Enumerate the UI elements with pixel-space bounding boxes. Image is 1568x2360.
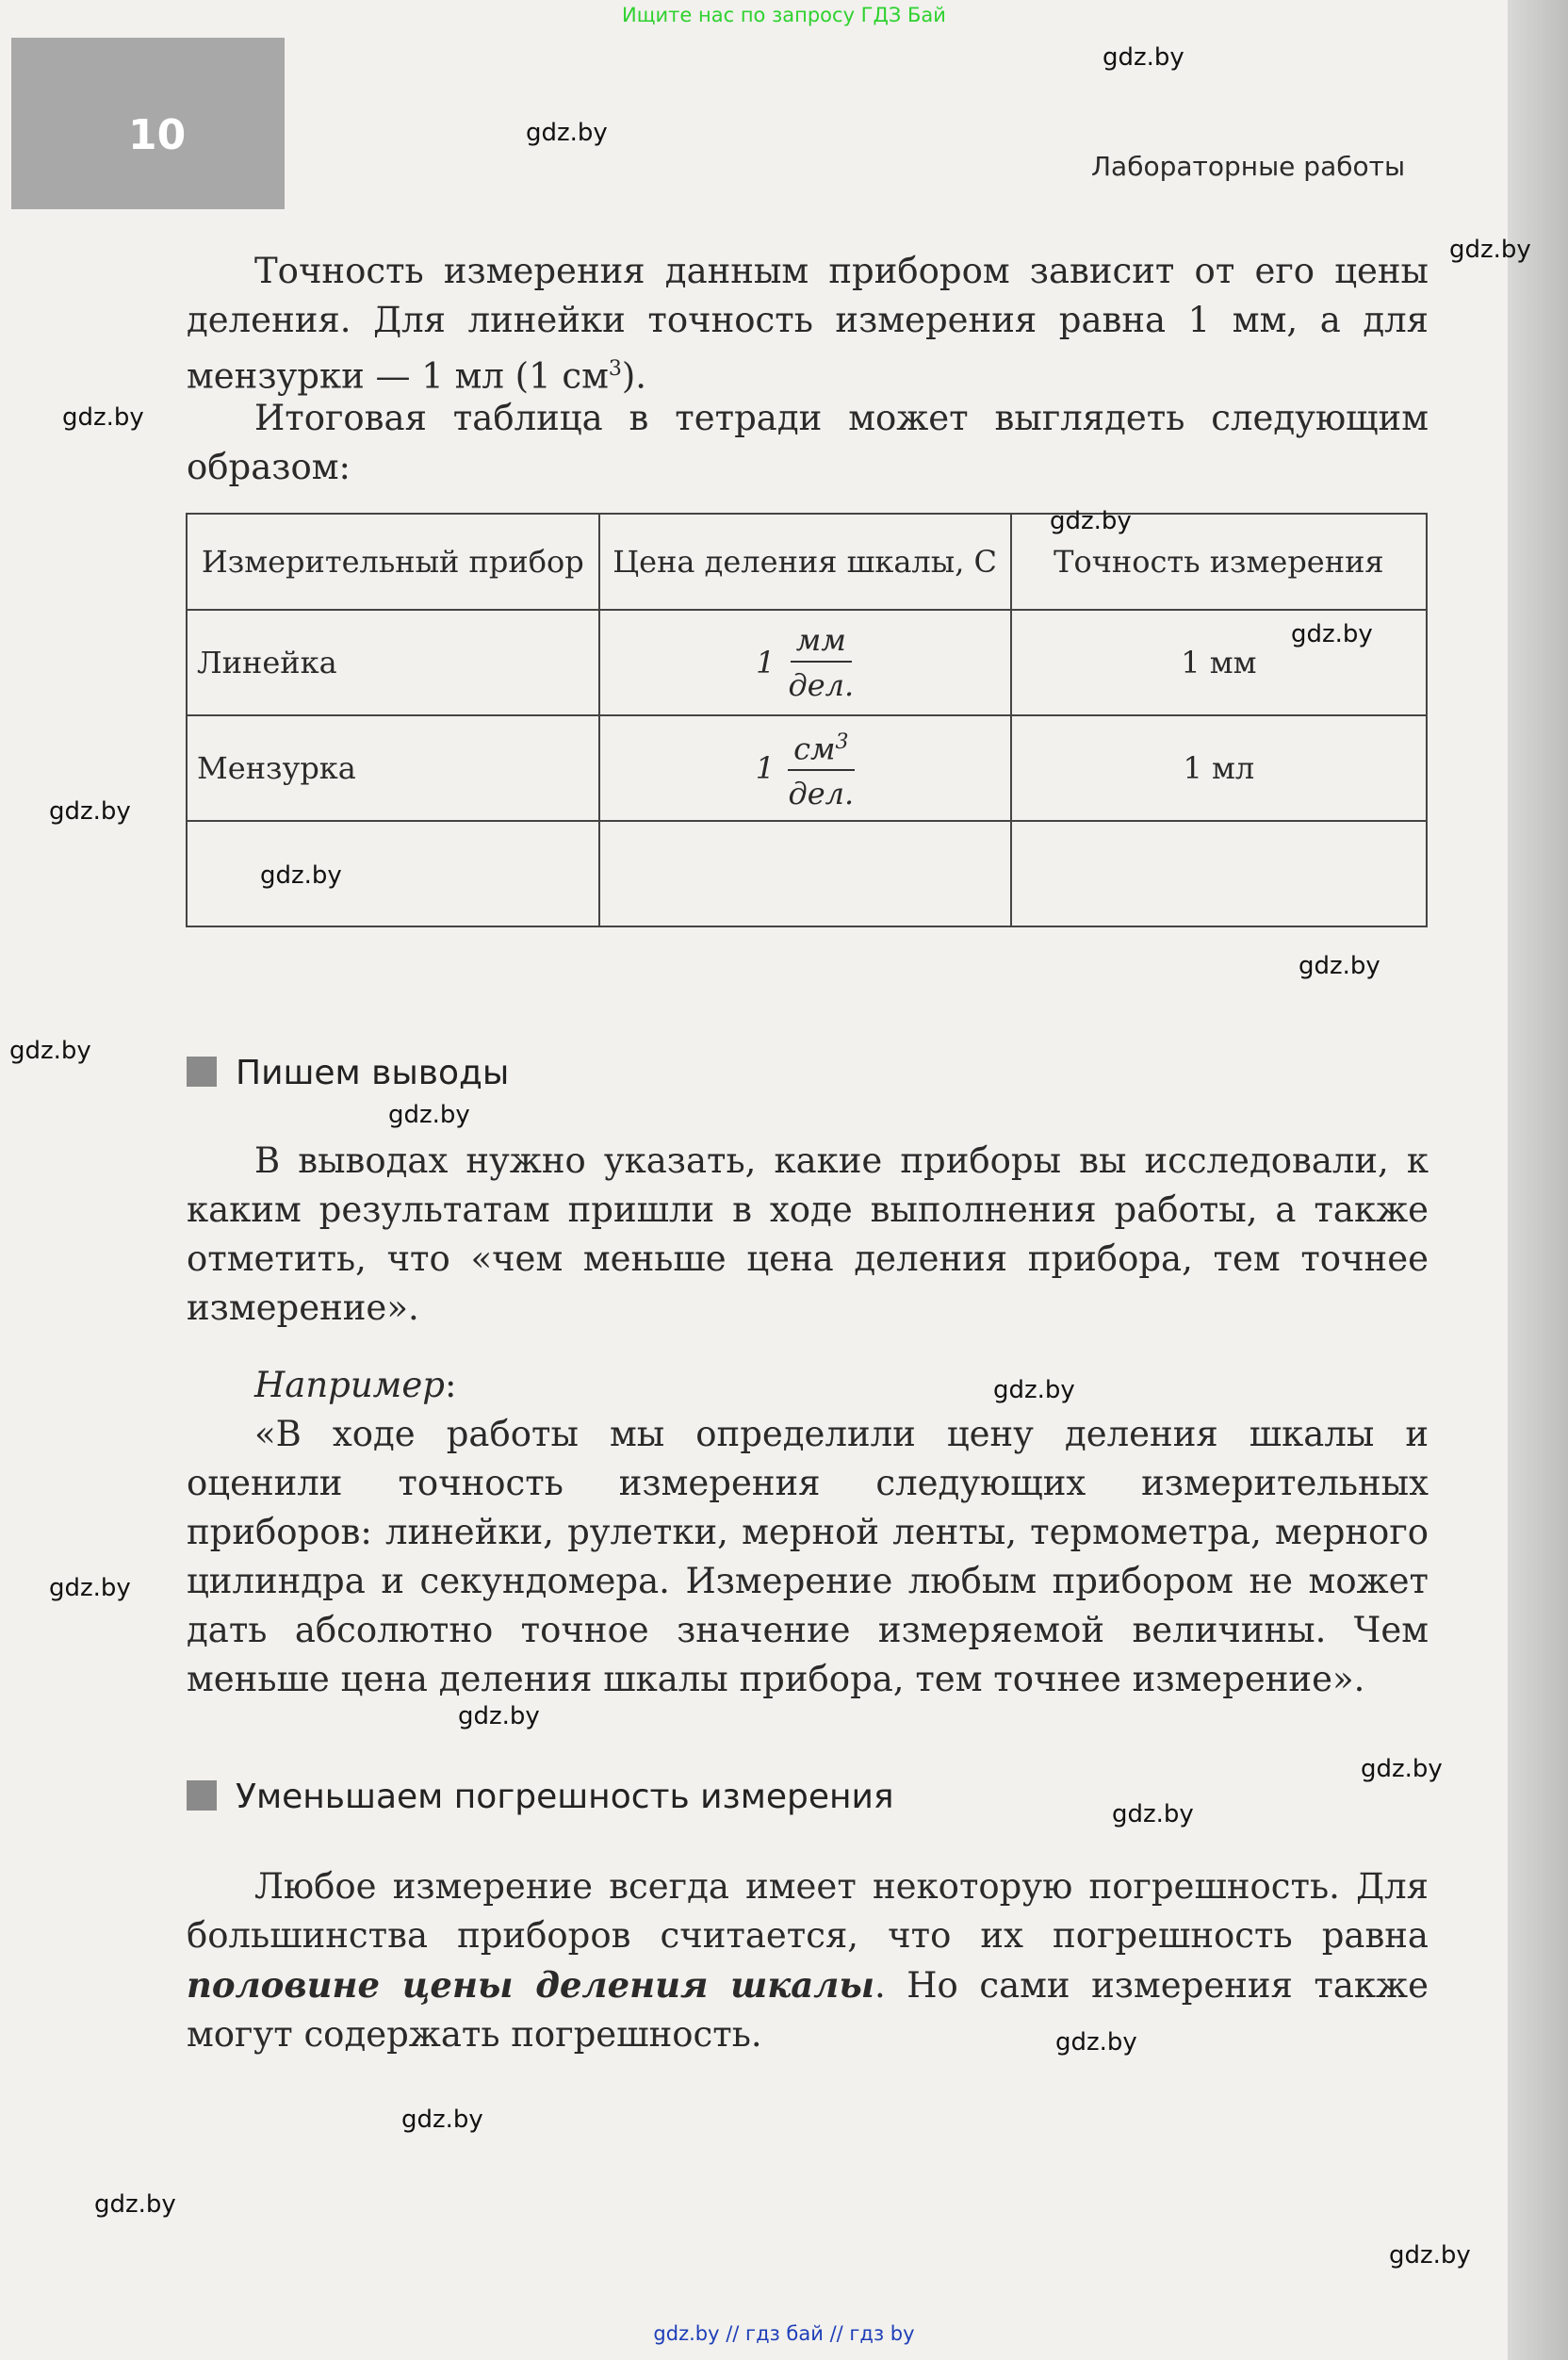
- page-number: 10: [128, 111, 187, 159]
- watermark: gdz.by: [1298, 952, 1380, 980]
- section-bullet-icon: [187, 1780, 217, 1811]
- watermark: gdz.by: [94, 2190, 176, 2219]
- results-table: [186, 513, 1428, 927]
- division-fraction: 1 $\frac{мм}{\text{дел.}}$: [756, 622, 855, 703]
- division-fraction: 1 $\frac{см^3}{\text{дел.}}$: [756, 724, 855, 813]
- watermark: gdz.by: [458, 1702, 540, 1730]
- watermark: gdz.by: [1361, 1755, 1443, 1783]
- watermark: gdz.by: [62, 403, 144, 432]
- top-search-link[interactable]: Ищите нас по запросу ГДЗ Бай: [622, 4, 946, 26]
- watermark: gdz.by: [9, 1037, 91, 1065]
- running-head: Лабораторные работы: [1091, 151, 1406, 182]
- header-division: Цена деления шкалы, C: [599, 514, 1011, 610]
- watermark: gdz.by: [1055, 2028, 1137, 2057]
- watermark: gdz.by: [401, 2106, 483, 2134]
- conclusions-paragraph: В выводах нужно указать, какие приборы вы исследовали, к каким результатам пришли в ходе выполнения работы, а также отметить, что «чем меньше цена деления прибора, тем точнее измерение».: [187, 1140, 1429, 1328]
- device-cell: Линейка: [187, 610, 599, 715]
- section-heading-error: Уменьшаем погрешность измерения: [187, 1778, 894, 1816]
- watermark: gdz.by: [526, 119, 608, 147]
- header-accuracy: Точность измерения: [1011, 514, 1427, 610]
- accuracy-cell: 1 мм: [1011, 610, 1427, 715]
- accuracy-paragraph: Точность измерения данным прибором зависит от его цены деления. Для линейки точность измерения равна 1 мм, а для мензурки — 1 мл (1 $см^3$).: [187, 251, 1429, 397]
- page-edge-shadow: [1508, 0, 1568, 2360]
- table-row-empty: [187, 821, 1427, 926]
- division-cell: [599, 715, 1011, 821]
- bottom-site-link[interactable]: gdz.by // гдз бай // гдз by: [653, 2322, 915, 2345]
- header-device: Измерительный прибор: [187, 514, 599, 610]
- section-heading-conclusions: Пишем выводы: [187, 1054, 509, 1092]
- section-bullet-icon: [187, 1057, 217, 1087]
- watermark: gdz.by: [388, 1101, 470, 1129]
- table-row: [187, 610, 1427, 715]
- table-header-row: [187, 514, 1427, 610]
- table-intro-paragraph: Итоговая таблица в тетради может выглядеть следующим образом:: [187, 398, 1429, 487]
- error-paragraph: Любое измерение всегда имеет некоторую погрешность. Для большинства приборов считается, что их погрешность равна половине цены деления шкалы. Но сами измерения также могут содержать погрешность.: [187, 1866, 1429, 2055]
- watermark: gdz.by: [1112, 1800, 1194, 1828]
- device-cell: Мензурка: [187, 715, 599, 821]
- watermark: gdz.by: [49, 797, 131, 826]
- watermark: gdz.by: [1050, 507, 1132, 535]
- watermark: gdz.by: [993, 1376, 1075, 1404]
- division-cell: [599, 610, 1011, 715]
- accuracy-cell: 1 мл: [1011, 715, 1427, 821]
- table-row: [187, 715, 1427, 821]
- watermark: gdz.by: [1102, 43, 1184, 72]
- watermark: gdz.by: [1449, 236, 1531, 264]
- example-label: Например:: [254, 1365, 457, 1405]
- watermark: gdz.by: [1291, 620, 1373, 648]
- watermark: gdz.by: [1389, 2241, 1471, 2270]
- example-paragraph: «В ходе работы мы определили цену деления шкалы и оценили точность измерения следующих измерительных приборов: линейки, рулетки, мерной ленты, термометра, мерного цилиндра и секундомера. Измерение любым прибором не может дать абсолютно точное значение измеряемой величины. Чем меньше цена деления шкалы прибора, тем точнее измерение».: [187, 1414, 1429, 1699]
- watermark: gdz.by: [49, 1574, 131, 1602]
- watermark: gdz.by: [260, 861, 342, 890]
